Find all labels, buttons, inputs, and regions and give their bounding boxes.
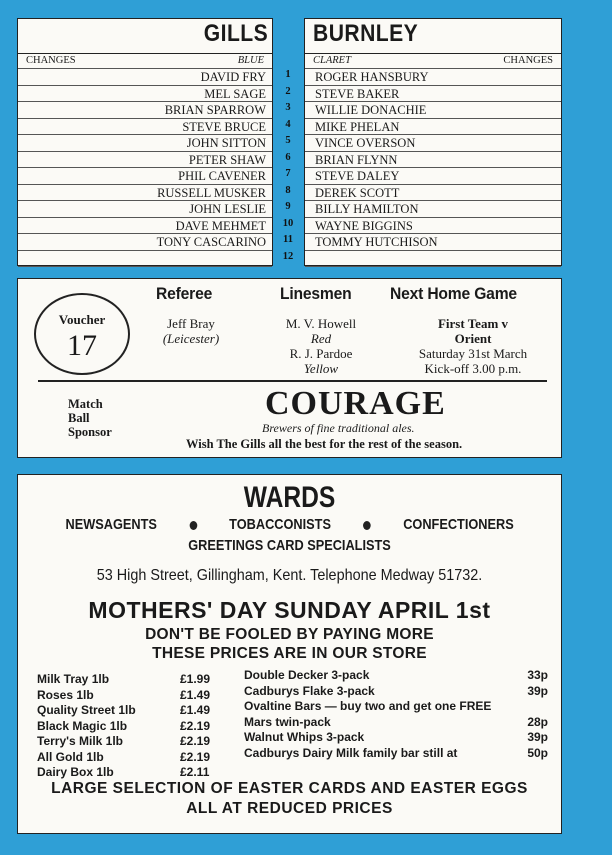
home-player-list [18, 69, 272, 267]
player-row: DAVE MEHMET [18, 218, 272, 235]
product-price: 39p [527, 683, 548, 698]
advert-headline: MOTHERS' DAY SUNDAY APRIL 1st [88, 597, 491, 623]
product-name: Mars twin-pack [244, 714, 331, 729]
player-row: MEL SAGE [18, 86, 272, 103]
linesman2-flag: Yellow [303, 361, 339, 376]
advert-subhead1: DON'T BE FOOLED BY PAYING MORE [145, 626, 434, 643]
referee-heading: Referee [156, 284, 213, 303]
product-price: £2.19 [180, 718, 211, 733]
sponsor-label-line2: Ball [68, 411, 90, 425]
player-row: DAVID FRY [18, 69, 272, 86]
shirt-number: 8 [285, 184, 291, 196]
linesman1-name: M. V. Howell [285, 316, 357, 331]
player-row: BILLY HAMILTON [305, 201, 561, 218]
player-row: STEVE BAKER [305, 86, 561, 103]
shirt-number: 1 [285, 69, 291, 80]
away-team-header [305, 53, 561, 69]
product-price: £2.11 [180, 765, 210, 779]
home-colour-label: BLUE [237, 55, 264, 66]
advert-title: WARDS [243, 481, 336, 514]
product-price: 39p [527, 730, 548, 744]
product-price [518, 699, 548, 715]
shirt-number: 7 [285, 168, 291, 179]
player-row [305, 251, 561, 268]
home-team-name: GILLS [203, 20, 268, 47]
advert-address: 53 High Street, Gillingham, Kent. Telephone Medway 51732. [96, 567, 483, 584]
product-price: £1.49 [180, 703, 211, 717]
away-team-panel [304, 18, 562, 266]
player-row: TOMMY HUTCHISON [305, 234, 561, 251]
divider [38, 380, 547, 382]
shirt-number: 3 [285, 102, 291, 113]
linesmen-block [266, 316, 376, 376]
player-row: STEVE BRUCE [18, 119, 272, 136]
product-name: Quality Street 1lb [37, 703, 136, 717]
sponsor-label-line3: Sponsor [68, 425, 112, 439]
away-colour-label: CLARET [313, 55, 351, 66]
referee-from: (Leicester) [162, 331, 220, 346]
next-game-line3: Saturday 31st March [418, 346, 528, 361]
product-price: £2.19 [180, 734, 211, 748]
player-row: TONY CASCARINO [18, 234, 272, 251]
shirt-number: 5 [285, 135, 291, 146]
trade-tobacconists: TOBACCONISTS [229, 516, 331, 533]
shirt-number: 2 [285, 85, 291, 97]
next-game-line4: Kick-off 3.00 p.m. [424, 361, 522, 376]
wards-advert [17, 474, 562, 834]
linesman1-flag: Red [310, 331, 332, 346]
referee-name: Jeff Bray [167, 316, 215, 331]
officials-panel [17, 278, 562, 458]
player-row: JOHN SITTON [18, 135, 272, 152]
shirt-number: 12 [282, 250, 294, 262]
linesman2-name: R. J. Pardoe [289, 346, 353, 361]
advert-specialists: GREETINGS CARD SPECIALISTS [188, 537, 391, 554]
player-row [18, 251, 272, 268]
product-price: £2.19 [180, 749, 211, 764]
next-game-block [398, 316, 548, 376]
voucher-number: 17 [67, 329, 97, 362]
player-row: BRIAN FLYNN [305, 152, 561, 169]
linesmen-heading: Linesmen [280, 284, 352, 303]
product-name: All Gold 1lb [37, 749, 104, 764]
player-row: BRIAN SPARROW [18, 102, 272, 119]
next-game-line1: First Team v [437, 316, 509, 331]
right-product-prices [518, 668, 548, 761]
product-name: Ovaltine Bars — buy two and get one FREE [244, 699, 492, 713]
shirt-number: 9 [285, 201, 291, 212]
player-row: PETER SHAW [18, 152, 272, 169]
product-name: Cadburys Flake 3-pack [244, 683, 375, 698]
home-team-panel [17, 18, 273, 266]
advert-footer2: ALL AT REDUCED PRICES [186, 800, 393, 817]
shirt-number-column [281, 67, 295, 265]
product-price: 28p [527, 714, 548, 729]
home-changes-label: CHANGES [26, 55, 76, 66]
advert-footer1: LARGE SELECTION OF EASTER CARDS AND EASTER EGGS [51, 780, 528, 797]
away-team-name: BURNLEY [313, 20, 419, 47]
shirt-number: 6 [285, 151, 291, 163]
player-row: WILLIE DONACHIE [305, 102, 561, 119]
trade-confectioners: CONFECTIONERS [403, 516, 514, 533]
advert-trades [18, 516, 561, 533]
sponsor-tagline: Brewers of fine traditional ales. [262, 421, 415, 435]
next-game-heading: Next Home Game [390, 284, 517, 303]
advert-subhead2: THESE PRICES ARE IN OUR STORE [152, 645, 427, 662]
player-row: VINCE OVERSON [305, 135, 561, 152]
sponsor-label-line1: Match [68, 397, 103, 411]
product-price: 33p [527, 668, 548, 682]
home-team-header [18, 53, 272, 69]
player-row: MIKE PHELAN [305, 119, 561, 136]
bullet-icon [189, 521, 197, 530]
away-player-list [305, 69, 561, 267]
left-product-names [37, 672, 136, 781]
product-name: Roses 1lb [37, 687, 94, 702]
next-game-line2: Orient [454, 331, 492, 346]
product-price: 50p [527, 745, 548, 760]
player-row: JOHN LESLIE [18, 201, 272, 218]
right-product-names [244, 668, 491, 761]
match-ball-sponsor-label [68, 397, 112, 439]
trade-newsagents: NEWSAGENTS [65, 516, 157, 533]
shirt-number: 11 [283, 234, 293, 245]
player-row: DEREK SCOTT [305, 185, 561, 202]
product-name: Walnut Whips 3-pack [244, 730, 365, 744]
sponsor-message: Wish The Gills all the best for the rest of the season. [186, 437, 463, 451]
referee-block [146, 316, 236, 346]
product-price: £1.49 [180, 687, 211, 702]
player-row: STEVE DALEY [305, 168, 561, 185]
player-row: RUSSELL MUSKER [18, 185, 272, 202]
product-name: Double Decker 3-pack [244, 668, 370, 682]
shirt-number: 10 [282, 217, 294, 229]
player-row: PHIL CAVENER [18, 168, 272, 185]
voucher-label: Voucher [58, 312, 106, 327]
player-row: WAYNE BIGGINS [305, 218, 561, 235]
product-name: Milk Tray 1lb [37, 672, 110, 686]
sponsor-name: COURAGE [265, 385, 446, 422]
left-product-prices [180, 672, 210, 781]
player-row: ROGER HANSBURY [305, 69, 561, 86]
product-name: Dairy Box 1lb [37, 765, 114, 779]
product-name: Cadburys Dairy Milk family bar still at [244, 745, 458, 760]
bullet-icon [363, 521, 371, 530]
product-price: £1.99 [180, 672, 211, 686]
product-name: Black Magic 1lb [37, 718, 128, 733]
voucher-badge [34, 293, 130, 375]
shirt-number: 4 [285, 118, 291, 130]
away-changes-label: CHANGES [503, 55, 553, 66]
product-name: Terry's Milk 1lb [37, 734, 123, 748]
